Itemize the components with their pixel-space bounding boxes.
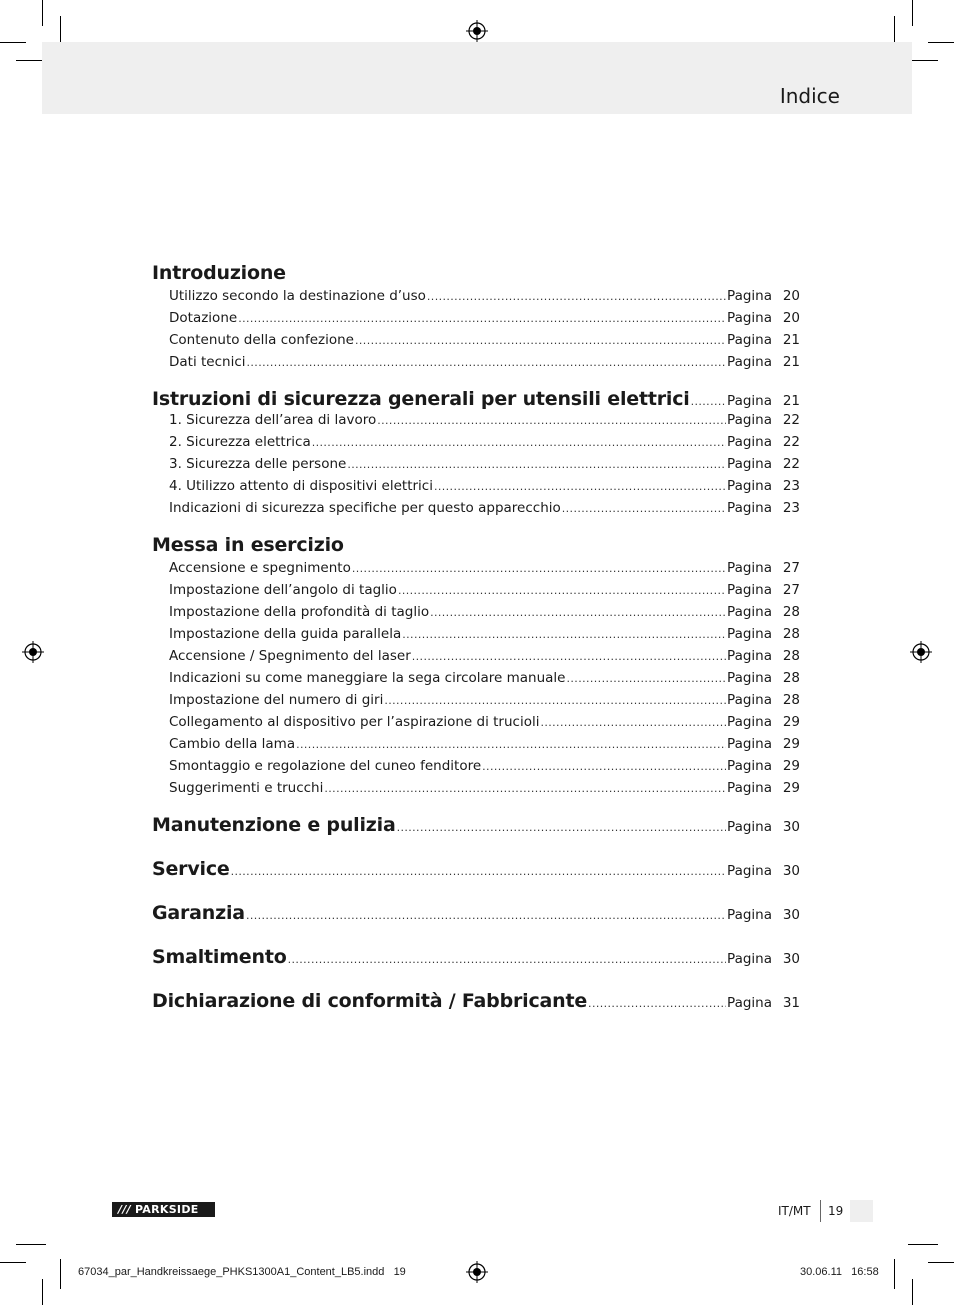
- entry-label: Smontaggio e regolazione del cuneo fenditore: [169, 758, 482, 774]
- section-title: Smaltimento: [152, 946, 287, 968]
- entry-label: Impostazione della profondità di taglio: [169, 604, 430, 620]
- leader-dots: [397, 821, 726, 834]
- section-page-word: Pagina: [727, 393, 772, 409]
- crop-mark: [16, 1244, 46, 1245]
- entry-page-number: 29: [782, 736, 800, 752]
- crop-mark: [928, 42, 954, 43]
- toc-section: [152, 262, 800, 376]
- section-title: Garanzia: [152, 902, 245, 924]
- page-tab: [850, 1200, 873, 1222]
- leader-dots: [567, 672, 727, 685]
- toc-entry[interactable]: [152, 714, 800, 736]
- toc-entry[interactable]: [152, 500, 800, 522]
- section-title: Introduzione: [152, 262, 286, 284]
- entry-page-number: 29: [782, 758, 800, 774]
- table-of-contents: [152, 262, 800, 1034]
- entry-label: Dati tecnici: [169, 354, 246, 370]
- toc-entry[interactable]: [152, 354, 800, 376]
- section-page-number: 30: [782, 907, 800, 923]
- entry-page-number: 23: [782, 500, 800, 516]
- entry-page-number: 21: [782, 354, 800, 370]
- section-title: Dichiarazione di conformità / Fabbricante: [152, 990, 588, 1012]
- entry-page-word: Pagina: [727, 692, 772, 708]
- section-page-number: 31: [782, 995, 800, 1011]
- toc-entry[interactable]: [152, 780, 800, 802]
- entry-label: Indicazioni su come maneggiare la sega circolare manuale: [169, 670, 566, 686]
- toc-entry[interactable]: [152, 456, 800, 478]
- leader-dots: [324, 782, 726, 795]
- toc-section-heading[interactable]: [152, 946, 800, 990]
- registration-mark-icon: [466, 20, 488, 42]
- leader-dots: [540, 716, 726, 729]
- leader-dots: [246, 909, 726, 922]
- section-page-number: 30: [782, 863, 800, 879]
- entry-label: Utilizzo secondo la destinazione d’uso: [169, 288, 426, 304]
- section-title: Messa in esercizio: [152, 534, 344, 556]
- entry-page-number: 20: [782, 288, 800, 304]
- toc-entry[interactable]: [152, 648, 800, 670]
- entry-page-word: Pagina: [727, 736, 772, 752]
- entry-label: Impostazione del numero di giri: [169, 692, 384, 708]
- toc-section-heading: [152, 262, 800, 286]
- entry-page-number: 28: [782, 692, 800, 708]
- parkside-logo: [112, 1202, 215, 1217]
- leader-dots: [247, 356, 727, 369]
- leader-dots: [288, 953, 726, 966]
- toc-section-heading[interactable]: [152, 814, 800, 858]
- crop-mark: [42, 1279, 43, 1305]
- page-number: 19: [828, 1204, 844, 1218]
- leader-dots: [377, 414, 726, 427]
- entry-page-word: Pagina: [727, 626, 772, 642]
- toc-entry[interactable]: [152, 582, 800, 604]
- entry-label: Cambio della lama: [169, 736, 296, 752]
- crop-mark: [908, 60, 938, 61]
- entry-page-word: Pagina: [727, 412, 772, 428]
- entry-page-number: 21: [782, 332, 800, 348]
- toc-section-heading[interactable]: [152, 902, 800, 946]
- entry-page-number: 22: [782, 434, 800, 450]
- entry-page-word: Pagina: [727, 354, 772, 370]
- entry-page-number: 28: [782, 604, 800, 620]
- entry-label: Indicazioni di sicurezza specifiche per questo apparecchio: [169, 500, 561, 516]
- footer-divider: [820, 1200, 821, 1222]
- entry-page-word: Pagina: [727, 670, 772, 686]
- crop-mark: [912, 1279, 913, 1305]
- entry-label: 3. Sicurezza delle persone: [169, 456, 347, 472]
- entry-page-number: 29: [782, 780, 800, 796]
- leader-dots: [296, 738, 726, 751]
- entry-page-number: 27: [782, 560, 800, 576]
- crop-mark: [928, 1262, 954, 1263]
- entry-page-word: Pagina: [727, 478, 772, 494]
- leader-dots: [412, 650, 726, 663]
- leader-dots: [482, 760, 726, 773]
- section-title: Service: [152, 858, 230, 880]
- leader-dots: [384, 694, 726, 707]
- leader-dots: [355, 334, 726, 347]
- toc-entry[interactable]: [152, 626, 800, 648]
- entry-page-number: 28: [782, 648, 800, 664]
- entry-page-word: Pagina: [727, 560, 772, 576]
- crop-mark: [912, 0, 913, 26]
- entry-label: Impostazione dell’angolo di taglio: [169, 582, 397, 598]
- locale-label: IT/MT: [778, 1204, 811, 1218]
- entry-label: 2. Sicurezza elettrica: [169, 434, 311, 450]
- entry-page-number: 22: [782, 456, 800, 472]
- leader-dots: [398, 584, 726, 597]
- toc-entry[interactable]: [152, 692, 800, 714]
- entry-label: Impostazione della guida parallela: [169, 626, 402, 642]
- leader-dots: [231, 865, 726, 878]
- leader-dots: [402, 628, 726, 641]
- leader-dots: [430, 606, 726, 619]
- toc-section-heading[interactable]: [152, 388, 800, 412]
- section-page-word: Pagina: [727, 951, 772, 967]
- entry-label: 4. Utilizzo attento di dispositivi elettrici: [169, 478, 433, 494]
- toc-entry[interactable]: [152, 288, 800, 310]
- crop-mark: [0, 1262, 26, 1263]
- toc-entry[interactable]: [152, 310, 800, 332]
- section-title: Manutenzione e pulizia: [152, 814, 396, 836]
- entry-page-word: Pagina: [727, 582, 772, 598]
- leader-dots: [312, 436, 726, 449]
- section-page-word: Pagina: [727, 863, 772, 879]
- toc-entry[interactable]: [152, 434, 800, 456]
- entry-label: Accensione e spegnimento: [169, 560, 351, 576]
- logo-slashes: ///: [118, 1203, 131, 1216]
- toc-entry[interactable]: [152, 670, 800, 692]
- crop-mark: [42, 0, 43, 26]
- entry-page-word: Pagina: [727, 758, 772, 774]
- entry-label: Dotazione: [169, 310, 238, 326]
- leader-dots: [588, 997, 726, 1010]
- registration-mark-icon: [466, 1261, 488, 1283]
- toc-section: [152, 534, 800, 802]
- toc-section-heading: [152, 534, 800, 558]
- entry-page-number: 28: [782, 626, 800, 642]
- entry-page-word: Pagina: [727, 648, 772, 664]
- entry-page-word: Pagina: [727, 310, 772, 326]
- section-page-word: Pagina: [727, 907, 772, 923]
- logo-text: PARKSIDE: [134, 1203, 199, 1216]
- entry-label: Contenuto della confezione: [169, 332, 354, 348]
- entry-page-number: 20: [782, 310, 800, 326]
- toc-entry[interactable]: [152, 412, 800, 434]
- print-slug-filename: 67034_par_Handkreissaege_PHKS1300A1_Content_LB5.indd 19: [78, 1266, 406, 1278]
- leader-dots: [352, 562, 726, 575]
- crop-mark: [0, 42, 26, 43]
- section-title: Istruzioni di sicurezza generali per utensili elettrici: [152, 388, 690, 410]
- leader-dots: [562, 502, 726, 515]
- entry-page-number: 29: [782, 714, 800, 730]
- toc-entry[interactable]: [152, 758, 800, 780]
- registration-mark-icon: [910, 641, 932, 663]
- leader-dots: [691, 395, 726, 408]
- crop-mark: [908, 1244, 938, 1245]
- entry-page-word: Pagina: [727, 332, 772, 348]
- entry-label: 1. Sicurezza dell’area di lavoro: [169, 412, 377, 428]
- entry-page-number: 22: [782, 412, 800, 428]
- toc-entry[interactable]: [152, 478, 800, 500]
- toc-section: [152, 388, 800, 522]
- entry-page-word: Pagina: [727, 288, 772, 304]
- entry-page-word: Pagina: [727, 780, 772, 796]
- entry-label: Accensione / Spegnimento del laser: [169, 648, 411, 664]
- entry-page-word: Pagina: [727, 456, 772, 472]
- section-page-number: 30: [782, 951, 800, 967]
- section-page-word: Pagina: [727, 995, 772, 1011]
- page-title: Indice: [779, 84, 840, 108]
- entry-page-word: Pagina: [727, 500, 772, 516]
- section-page-word: Pagina: [727, 819, 772, 835]
- entry-page-word: Pagina: [727, 714, 772, 730]
- toc-entry[interactable]: [152, 736, 800, 758]
- leader-dots: [427, 290, 726, 303]
- section-page-number: 21: [782, 393, 800, 409]
- entry-page-word: Pagina: [727, 434, 772, 450]
- entry-label: Suggerimenti e trucchi: [169, 780, 324, 796]
- print-slug-date: 30.06.11 16:58: [800, 1266, 879, 1278]
- leader-dots: [434, 480, 726, 493]
- entry-page-number: 28: [782, 670, 800, 686]
- crop-mark: [894, 1259, 895, 1289]
- entry-page-number: 23: [782, 478, 800, 494]
- toc-section-heading[interactable]: [152, 990, 800, 1034]
- registration-mark-icon: [22, 641, 44, 663]
- crop-mark: [60, 1259, 61, 1289]
- toc-entry[interactable]: [152, 560, 800, 582]
- section-page-number: 30: [782, 819, 800, 835]
- leader-dots: [238, 312, 726, 325]
- toc-section-heading[interactable]: [152, 858, 800, 902]
- entry-page-number: 27: [782, 582, 800, 598]
- leader-dots: [347, 458, 726, 471]
- entry-label: Collegamento al dispositivo per l’aspirazione di trucioli: [169, 714, 540, 730]
- entry-page-word: Pagina: [727, 604, 772, 620]
- toc-entry[interactable]: [152, 604, 800, 626]
- toc-entry[interactable]: [152, 332, 800, 354]
